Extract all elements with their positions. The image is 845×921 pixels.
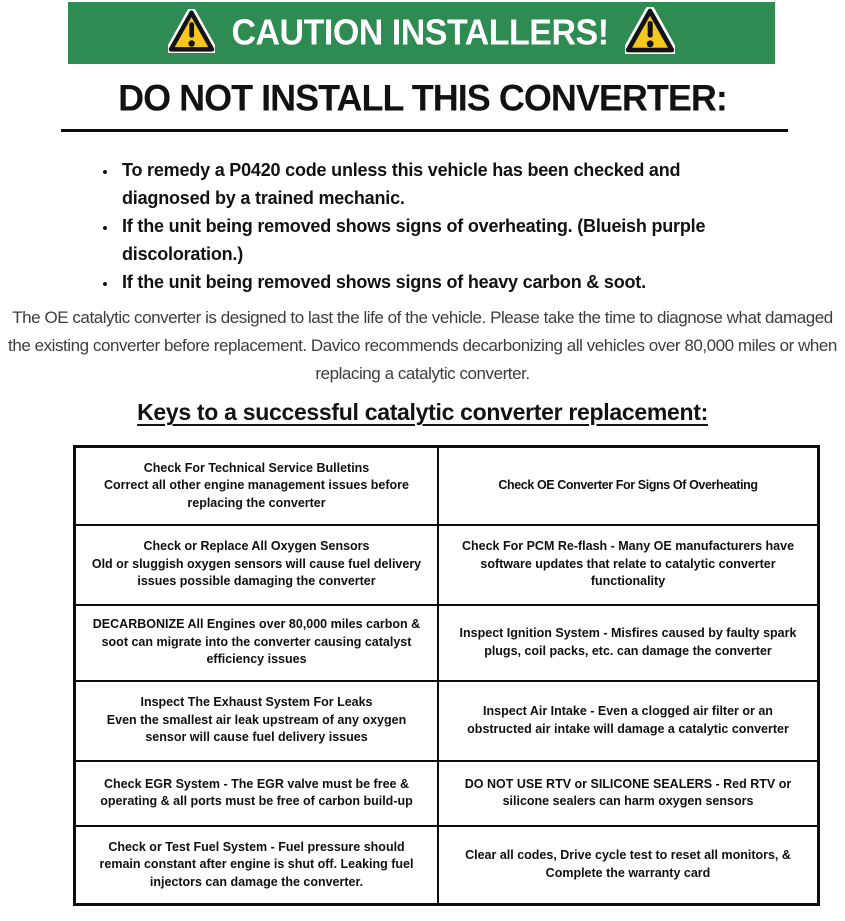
warning-item: • If the unit being removed shows signs of overheating. (Blueish purple discoloration.)	[118, 212, 766, 268]
table-row	[75, 826, 819, 905]
do-not-install-headline: DO NOT INSTALL THIS CONVERTER:	[118, 76, 727, 119]
cell-title: Inspect The Exhaust System For Leaks	[140, 695, 373, 710]
table-row	[75, 525, 819, 605]
cell-title: Inspect Air Intake - Even a clogged air filter or an obstructed air intake will damage a catalytic converter	[467, 704, 789, 736]
cell-title: DO NOT USE RTV or SILICONE SEALERS - Red RTV or silicone sealers can harm oxygen sensors	[464, 776, 792, 808]
table-cell	[438, 826, 819, 905]
cell-title: Check or Replace All Oxygen Sensors	[143, 539, 370, 554]
table-row	[75, 447, 819, 525]
cell-title: Clear all codes, Drive cycle test to reset all monitors, & Complete the warranty card	[465, 848, 791, 880]
table-row	[75, 681, 819, 761]
table-cell	[75, 525, 439, 605]
cell-title: Inspect Ignition System - Misfires caused by faulty spark plugs, coil packs, etc. can damage the converter	[459, 626, 797, 658]
caution-flyer	[0, 2, 845, 921]
table-cell	[438, 447, 819, 525]
table-row	[75, 605, 819, 681]
banner-title: CAUTION INSTALLERS!	[231, 12, 609, 53]
table-cell	[75, 605, 439, 681]
cell-desc: Old or sluggish oxygen sensors will cause fuel delivery issues possible damaging the converter	[91, 556, 422, 589]
cell-title: DECARBONIZE All Engines over 80,000 miles carbon & soot can migrate into the converter causing catalyst efficiency issues	[92, 617, 421, 667]
table-cell	[438, 605, 819, 681]
cell-title: Check OE Converter For Signs Of Overheating	[498, 478, 758, 492]
table-row	[75, 761, 819, 826]
table-cell	[438, 525, 819, 605]
table-cell	[438, 761, 819, 826]
caution-banner	[68, 2, 775, 64]
cell-title: Check EGR System - The EGR valve must be free & operating & all ports must be free of carbon build-up	[100, 776, 413, 808]
cell-title: Check For Technical Service Bulletins	[143, 460, 370, 475]
warning-triangle-icon	[168, 9, 215, 58]
warning-triangle-icon	[625, 7, 675, 59]
cell-title: Check or Test Fuel System - Fuel pressure should remain constant after engine is shut off. Leaking fuel injectors can damage the converter.	[99, 839, 414, 889]
warning-item: • To remedy a P0420 code unless this vehicle has been checked and diagnosed by a trained mechanic.	[118, 156, 766, 212]
table-cell	[75, 447, 439, 525]
cell-desc: Even the smallest air leak upstream of any oxygen sensor will cause fuel delivery issues	[106, 712, 407, 745]
warning-list	[97, 156, 766, 296]
cell-desc: Correct all other engine management issues before replacing the converter	[104, 478, 409, 510]
advisory-paragraph: The OE catalytic converter is designed to last the life of the vehicle. Please take the time to diagnose what damaged the existing converter before replacement. Davico recommends decarbonizing all vehicles over 80,000 miles or when replacing a catalytic converter.	[8, 308, 837, 383]
keys-heading: Keys to a successful catalytic converter replacement:	[137, 399, 708, 425]
table-cell	[438, 681, 819, 761]
cell-title: Check For PCM Re-flash - Many OE manufacturers have software updates that relate to catalytic converter functionality	[461, 539, 795, 589]
divider-line	[61, 129, 788, 132]
warning-item: • If the unit being removed shows signs of heavy carbon & soot.	[118, 268, 766, 296]
keys-table	[73, 445, 820, 906]
table-cell	[75, 681, 439, 761]
table-cell	[75, 826, 439, 905]
table-cell	[75, 761, 439, 826]
